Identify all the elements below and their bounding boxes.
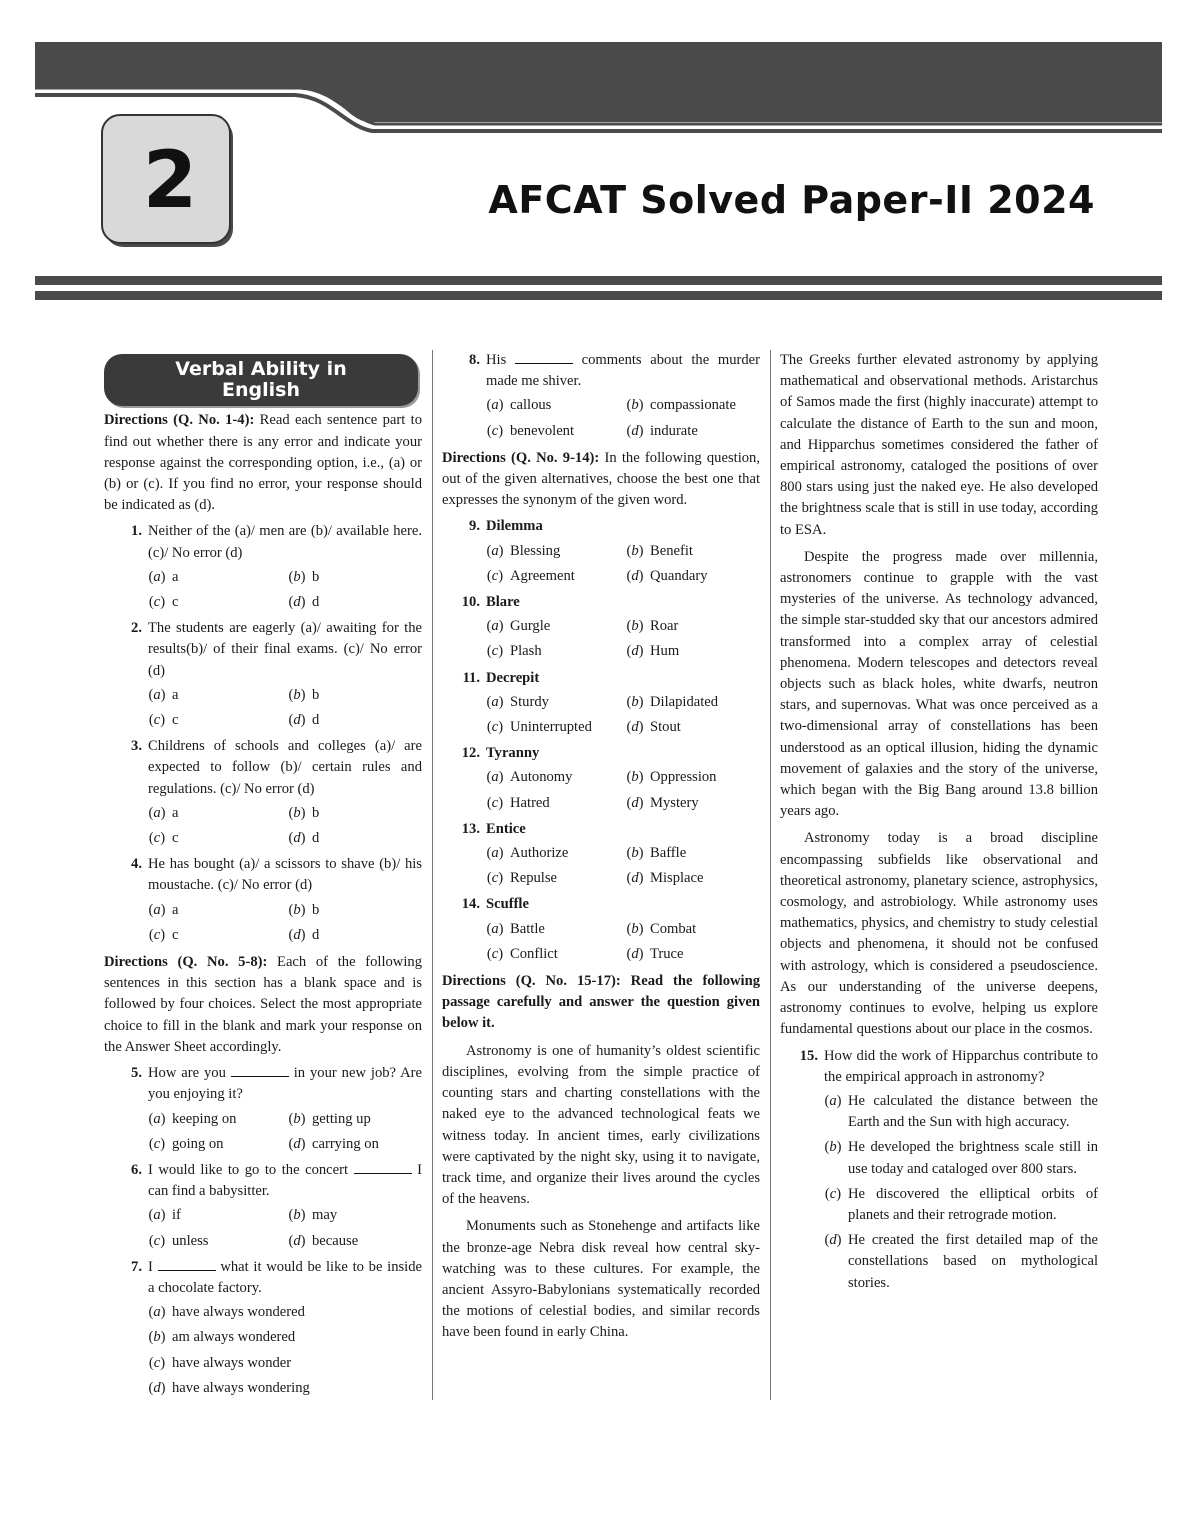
option-text: a	[172, 568, 179, 585]
option-letter: ( a )	[480, 767, 510, 788]
question-text-part: I can find a babysitter.	[148, 1161, 422, 1200]
answer-option	[142, 1302, 422, 1323]
answer-option	[142, 900, 282, 921]
answer-option	[620, 421, 760, 442]
option-letter: ( a )	[480, 919, 510, 940]
option-text: if	[172, 1207, 181, 1224]
option-letter: ( c )	[480, 793, 510, 814]
option-text: Autonomy	[510, 769, 573, 786]
directions-3: Directions (Q. No. 9-14): In the following question, out of the given alternatives, choose the best one that expresses the synonym of the given word.	[442, 449, 760, 509]
option-text: Agreement	[510, 567, 575, 584]
answer-option	[620, 692, 760, 713]
answer-option	[282, 710, 422, 731]
answer-option	[620, 919, 760, 940]
answer-option	[142, 592, 282, 613]
option-text: Hum	[650, 643, 680, 660]
column-divider	[432, 350, 433, 1400]
option-text: carrying on	[312, 1135, 379, 1152]
answer-option	[142, 1353, 422, 1374]
option-text: going on	[172, 1135, 224, 1152]
answer-option	[282, 1134, 422, 1155]
option-text: getting up	[312, 1110, 371, 1127]
answer-option	[480, 395, 620, 416]
question-text: He has bought (a)/ a scissors to shave (b)/ his moustache. (c)/ No error (d)	[148, 856, 422, 894]
column-divider	[770, 350, 771, 1400]
option-text: Repulse	[510, 870, 558, 887]
answer-option	[620, 566, 760, 587]
option-letter: ( c )	[480, 868, 510, 889]
option-list	[142, 567, 422, 613]
answer-option	[282, 900, 422, 921]
answer-blank	[158, 1258, 216, 1271]
question-text: How did the work of Hipparchus contribute to the empirical approach in astronomy?	[824, 1047, 1098, 1085]
question-number: 12.	[461, 745, 480, 762]
option-text: b	[312, 568, 320, 585]
answer-option	[480, 641, 620, 662]
answer-option	[282, 567, 422, 588]
option-text: Sturdy	[510, 693, 549, 710]
chapter-number: 2	[142, 136, 198, 226]
answer-option	[142, 803, 282, 824]
answer-option	[620, 717, 760, 738]
answer-option	[818, 1091, 1098, 1133]
option-text: unless	[172, 1232, 209, 1249]
option-letter: ( c )	[142, 925, 172, 946]
answer-blank	[515, 351, 573, 364]
option-text: Baffle	[650, 845, 687, 862]
section-heading: Verbal Ability in English	[104, 354, 418, 406]
question-group-9-14	[442, 516, 760, 965]
option-letter: ( c )	[142, 710, 172, 731]
option-text: Truce	[650, 945, 684, 962]
option-text: Oppression	[650, 769, 717, 786]
question-number: 14.	[461, 896, 480, 913]
answer-option	[282, 685, 422, 706]
option-text: have always wondered	[172, 1304, 305, 1321]
option-list	[142, 1109, 422, 1155]
option-list	[480, 919, 760, 965]
option-text: Plash	[510, 643, 542, 660]
option-text: because	[312, 1232, 359, 1249]
answer-option	[142, 1134, 282, 1155]
question-group-1-4	[104, 521, 422, 946]
option-letter: ( d )	[282, 710, 312, 731]
answer-option	[480, 717, 620, 738]
option-text: d	[312, 712, 320, 729]
option-letter: ( b )	[620, 395, 650, 416]
answer-option	[142, 828, 282, 849]
answer-option	[480, 541, 620, 562]
answer-option	[620, 395, 760, 416]
option-letter: ( c )	[818, 1184, 848, 1226]
question-text	[486, 350, 760, 392]
option-list	[480, 541, 760, 587]
option-text: Benefit	[650, 542, 693, 559]
option-letter: ( d )	[620, 944, 650, 965]
option-list	[142, 1302, 422, 1399]
option-letter: ( a )	[480, 616, 510, 637]
answer-option	[282, 925, 422, 946]
question-number: 15.	[799, 1047, 818, 1064]
option-text: benevolent	[510, 422, 575, 439]
column-middle	[442, 350, 760, 1344]
answer-option	[620, 793, 760, 814]
option-letter: ( b )	[282, 1205, 312, 1226]
option-text: Stout	[650, 719, 681, 736]
question	[442, 350, 760, 392]
option-text: Quandary	[650, 567, 708, 584]
option-text: Battle	[510, 920, 545, 937]
option-list	[142, 685, 422, 731]
answer-option	[480, 566, 620, 587]
option-text: c	[172, 712, 179, 729]
answer-option	[142, 1231, 282, 1252]
question-number: 2.	[131, 620, 142, 637]
question-number: 13.	[461, 820, 480, 837]
answer-option	[620, 868, 760, 889]
option-letter: ( b )	[282, 1109, 312, 1130]
option-text: b	[312, 686, 320, 703]
option-letter: ( b )	[282, 803, 312, 824]
option-letter: ( d )	[620, 641, 650, 662]
answer-option	[282, 1109, 422, 1130]
answer-option	[282, 592, 422, 613]
option-letter: ( a )	[142, 1205, 172, 1226]
option-text: Combat	[650, 920, 697, 937]
option-letter: ( b )	[620, 616, 650, 637]
option-text: Conflict	[510, 945, 558, 962]
option-text: a	[172, 686, 179, 703]
question-text: Childrens of schools and colleges (a)/ are expected to follow (b)/ certain rules and regulations. (c)/ No error (d)	[148, 738, 422, 797]
option-letter: ( c )	[480, 566, 510, 587]
passage-paragraph: Astronomy is one of humanity’s oldest scientific disciplines, evolving from the simple practice of counting stars and charting constellations with the naked eye to the advanced technological feats we witness today. In ancient times, early civilizations were captivated by the night sky, using it to navigate, track time, and organize their lives around the cycles of the heavens.	[442, 1042, 760, 1208]
answer-option	[620, 541, 760, 562]
option-letter: ( b )	[142, 1327, 172, 1348]
option-letter: ( a )	[480, 843, 510, 864]
option-letter: ( d )	[818, 1230, 848, 1294]
question-text	[148, 1257, 422, 1299]
answer-option	[480, 919, 620, 940]
option-letter: ( a )	[142, 1109, 172, 1130]
answer-option	[142, 567, 282, 588]
question-text-part: what it would be like to be inside a chocolate factory.	[148, 1258, 422, 1296]
question-number: 7.	[131, 1258, 142, 1275]
option-text: d	[312, 830, 320, 847]
answer-option	[282, 828, 422, 849]
option-letter: ( b )	[620, 767, 650, 788]
question-group-15	[780, 1046, 1098, 1294]
option-text: c	[172, 926, 179, 943]
option-letter: ( b )	[282, 900, 312, 921]
option-list	[818, 1091, 1098, 1294]
option-text: may	[312, 1207, 338, 1224]
option-letter: ( c )	[480, 421, 510, 442]
question	[780, 1046, 1098, 1088]
answer-option	[282, 1205, 422, 1226]
option-letter: ( c )	[142, 1134, 172, 1155]
question-text: Tyranny	[486, 745, 540, 762]
option-letter: ( d )	[620, 793, 650, 814]
answer-option	[142, 685, 282, 706]
answer-option	[282, 803, 422, 824]
answer-option	[480, 421, 620, 442]
option-letter: ( c )	[142, 828, 172, 849]
question	[442, 743, 760, 764]
option-text: keeping on	[172, 1110, 237, 1127]
option-text: He created the first detailed map of the constellations based on mythological stories.	[848, 1232, 1098, 1291]
question	[104, 736, 422, 800]
answer-blank	[354, 1161, 412, 1174]
option-text: c	[172, 594, 179, 611]
answer-option	[818, 1184, 1098, 1226]
directions-2: Directions (Q. No. 5-8): Each of the following sentences in this section has a blank space and is followed by four choices. Select the most appropriate choice to fill in the blank and mark your response on the Answer Sheet accordingly.	[104, 954, 422, 1055]
option-list	[142, 803, 422, 849]
option-letter: ( b )	[620, 919, 650, 940]
option-text: a	[172, 804, 179, 821]
question-text-part: in your new job? Are you enjoying it?	[148, 1065, 422, 1103]
question	[104, 1160, 422, 1202]
answer-option	[480, 843, 620, 864]
option-text: callous	[510, 397, 552, 414]
option-letter: ( a )	[142, 803, 172, 824]
answer-option	[480, 868, 620, 889]
directions-4: Directions (Q. No. 15-17): Read the following passage carefully and answer the question given below it.	[442, 973, 761, 1032]
option-text: Misplace	[650, 870, 704, 887]
option-text: d	[312, 594, 320, 611]
passage-paragraph: The Greeks further elevated astronomy by applying mathematical and observational methods. Aristarchus of Samos made the first (highly inaccurate) attempt to calculate the distance of Earth to the sun and moon, and Hipparchus sometimes considered the father of empirical astronomy, cataloged the positions of over 800 stars using just the naked eye. He also developed the brightness scale that is still in use today, according to ESA.	[780, 352, 1098, 538]
option-list	[480, 692, 760, 738]
question-number: 10.	[461, 594, 480, 611]
option-text: Blessing	[510, 542, 561, 559]
option-letter: ( b )	[282, 567, 312, 588]
answer-option	[818, 1230, 1098, 1294]
option-list	[480, 395, 760, 441]
question-number: 9.	[469, 518, 480, 535]
question-text: Entice	[486, 820, 526, 837]
question	[104, 1063, 422, 1105]
option-text: am always wondered	[172, 1329, 296, 1346]
option-letter: ( c )	[480, 717, 510, 738]
question-text-part: comments about the murder made me shiver.	[486, 352, 760, 390]
option-letter: ( b )	[620, 692, 650, 713]
option-letter: ( a )	[480, 395, 510, 416]
answer-blank	[231, 1064, 289, 1077]
option-text: Hatred	[510, 794, 550, 811]
option-letter: ( a )	[818, 1091, 848, 1133]
option-letter: ( a )	[480, 692, 510, 713]
question	[442, 819, 760, 840]
option-letter: ( d )	[282, 592, 312, 613]
option-text: have always wondering	[172, 1379, 310, 1396]
option-list	[142, 1205, 422, 1251]
option-text: Gurgle	[510, 618, 551, 635]
question	[104, 1257, 422, 1299]
directions-1: Directions (Q. No. 1-4): Read each sentence part to find out whether there is any error and indicate your response against the corresponding option, i.e., (a) or (b) or (c). If you find no error, your response should be indicated as (d).	[104, 412, 422, 514]
question-text: Scuffle	[486, 896, 529, 913]
option-letter: ( b )	[620, 843, 650, 864]
question	[442, 516, 760, 537]
option-letter: ( d )	[142, 1378, 172, 1399]
option-letter: ( d )	[620, 868, 650, 889]
answer-option	[142, 1205, 282, 1226]
answer-option	[620, 616, 760, 637]
page-title: AFCAT Solved Paper-II 2024	[488, 178, 1095, 222]
option-text: a	[172, 901, 179, 918]
option-letter: ( a )	[142, 1302, 172, 1323]
option-letter: ( b )	[282, 685, 312, 706]
option-text: d	[312, 926, 320, 943]
question-text	[148, 1063, 422, 1105]
question-text-part: How are you	[148, 1065, 226, 1082]
answer-option	[480, 944, 620, 965]
option-letter: ( c )	[480, 641, 510, 662]
option-letter: ( c )	[142, 1231, 172, 1252]
option-letter: ( c )	[142, 592, 172, 613]
question	[442, 592, 760, 613]
answer-option	[142, 925, 282, 946]
option-letter: ( d )	[282, 828, 312, 849]
option-list	[142, 900, 422, 946]
option-list	[480, 843, 760, 889]
question-text-part: I	[148, 1258, 153, 1275]
answer-option	[620, 944, 760, 965]
question-text: Decrepit	[486, 669, 540, 686]
option-text: Mystery	[650, 794, 699, 811]
question	[104, 618, 422, 682]
question-group-8	[442, 350, 760, 442]
option-letter: ( b )	[620, 541, 650, 562]
question	[442, 894, 760, 915]
question-number: 11.	[462, 669, 480, 686]
option-text: b	[312, 804, 320, 821]
option-text: indurate	[650, 422, 698, 439]
answer-option	[818, 1137, 1098, 1179]
option-letter: ( d )	[282, 925, 312, 946]
option-text: b	[312, 901, 320, 918]
option-text: compassionate	[650, 397, 736, 414]
answer-option	[620, 843, 760, 864]
answer-option	[142, 1109, 282, 1130]
answer-option	[620, 641, 760, 662]
answer-option	[142, 1378, 422, 1399]
option-letter: ( d )	[620, 566, 650, 587]
answer-option	[480, 616, 620, 637]
question-number: 5.	[131, 1065, 142, 1082]
question-text: The students are eagerly (a)/ awaiting for the results(b)/ of their final exams. (c)/ No error (d)	[148, 620, 422, 679]
option-letter: ( d )	[620, 717, 650, 738]
option-letter: ( a )	[142, 685, 172, 706]
option-letter: ( a )	[142, 567, 172, 588]
answer-option	[282, 1231, 422, 1252]
answer-option	[480, 793, 620, 814]
question-text: Dilemma	[486, 518, 543, 535]
question-text: Neither of the (a)/ men are (b)/ available here.(c)/ No error (d)	[148, 523, 422, 561]
passage-paragraph: Monuments such as Stonehenge and artifacts like the bronze-age Nebra disk reveal how central sky-watching was to these cultures. For example, the ancient Assyro-Babylonians systematically recorded the motions of celestial bodies, and similar records have been found in early China.	[442, 1218, 760, 1341]
option-letter: ( a )	[142, 900, 172, 921]
column-right	[780, 350, 1098, 1294]
answer-option	[620, 767, 760, 788]
option-list	[480, 767, 760, 813]
answer-option	[480, 767, 620, 788]
option-text: Authorize	[510, 845, 569, 862]
question-number: 6.	[131, 1161, 142, 1178]
answer-option	[142, 1327, 422, 1348]
question-number: 1.	[131, 523, 142, 540]
question-number: 3.	[131, 738, 142, 755]
option-text: Uninterrupted	[510, 719, 592, 736]
question-text-part: His	[486, 352, 507, 368]
question-group-5-7	[104, 1063, 422, 1399]
question	[104, 521, 422, 563]
passage-paragraph: Astronomy today is a broad discipline encompassing subfields like observational and theoretical astronomy, planetary science, astrophysics, cosmology, and astrobiology. While astronomy uses mathematics, physics, and chemistry to study celestial objects and phenomena, it should not be confused with astrology, which is considered a pseudoscience. As our understanding of the universe deepens, astronomy continues to evolve, helping us explore fundamental questions about our place in the cosmos.	[780, 830, 1098, 1038]
option-text: He calculated the distance between the Earth and the Sun with high accuracy.	[848, 1092, 1098, 1131]
option-letter: ( d )	[282, 1231, 312, 1252]
option-text: Roar	[650, 618, 679, 635]
option-list	[480, 616, 760, 662]
option-letter: ( c )	[480, 944, 510, 965]
option-text: He discovered the elliptical orbits of planets and their retrograde motion.	[848, 1185, 1098, 1223]
option-letter: ( b )	[818, 1137, 848, 1179]
answer-option	[142, 710, 282, 731]
question-text: Blare	[486, 594, 520, 611]
option-text: have always wonder	[172, 1354, 292, 1371]
answer-option	[480, 692, 620, 713]
question	[104, 854, 422, 896]
option-letter: ( a )	[480, 541, 510, 562]
option-text: Dilapidated	[650, 693, 719, 710]
question-number: 8.	[469, 352, 480, 368]
question	[442, 668, 760, 689]
passage-paragraph: Despite the progress made over millennia, astronomers continue to grapple with the vast mysteries of the universe. As technology advanced, the simple star-studded sky that our ancestors admired transformed into a complex array of celestial phenomena. Modern telescopes and detectors reveal objects such as black holes, white dwarfs, neutron stars, and supernovas. What was once perceived as a two-dimensional array of constellations has been understood as an optical illusion, hiding the dynamic movement of galaxies and the story of the universe, which began with the Big Bang around 13.8 billion years ago.	[780, 548, 1098, 820]
question-text	[148, 1160, 422, 1202]
question-text-part: I would like to go to the concert	[148, 1161, 349, 1178]
option-letter: ( d )	[282, 1134, 312, 1155]
option-text: He developed the brightness scale still in use today and cataloged over 800 stars.	[848, 1139, 1098, 1177]
option-text: c	[172, 830, 179, 847]
column-left	[104, 350, 422, 1399]
question-number: 4.	[131, 856, 142, 873]
option-letter: ( d )	[620, 421, 650, 442]
option-letter: ( c )	[142, 1353, 172, 1374]
